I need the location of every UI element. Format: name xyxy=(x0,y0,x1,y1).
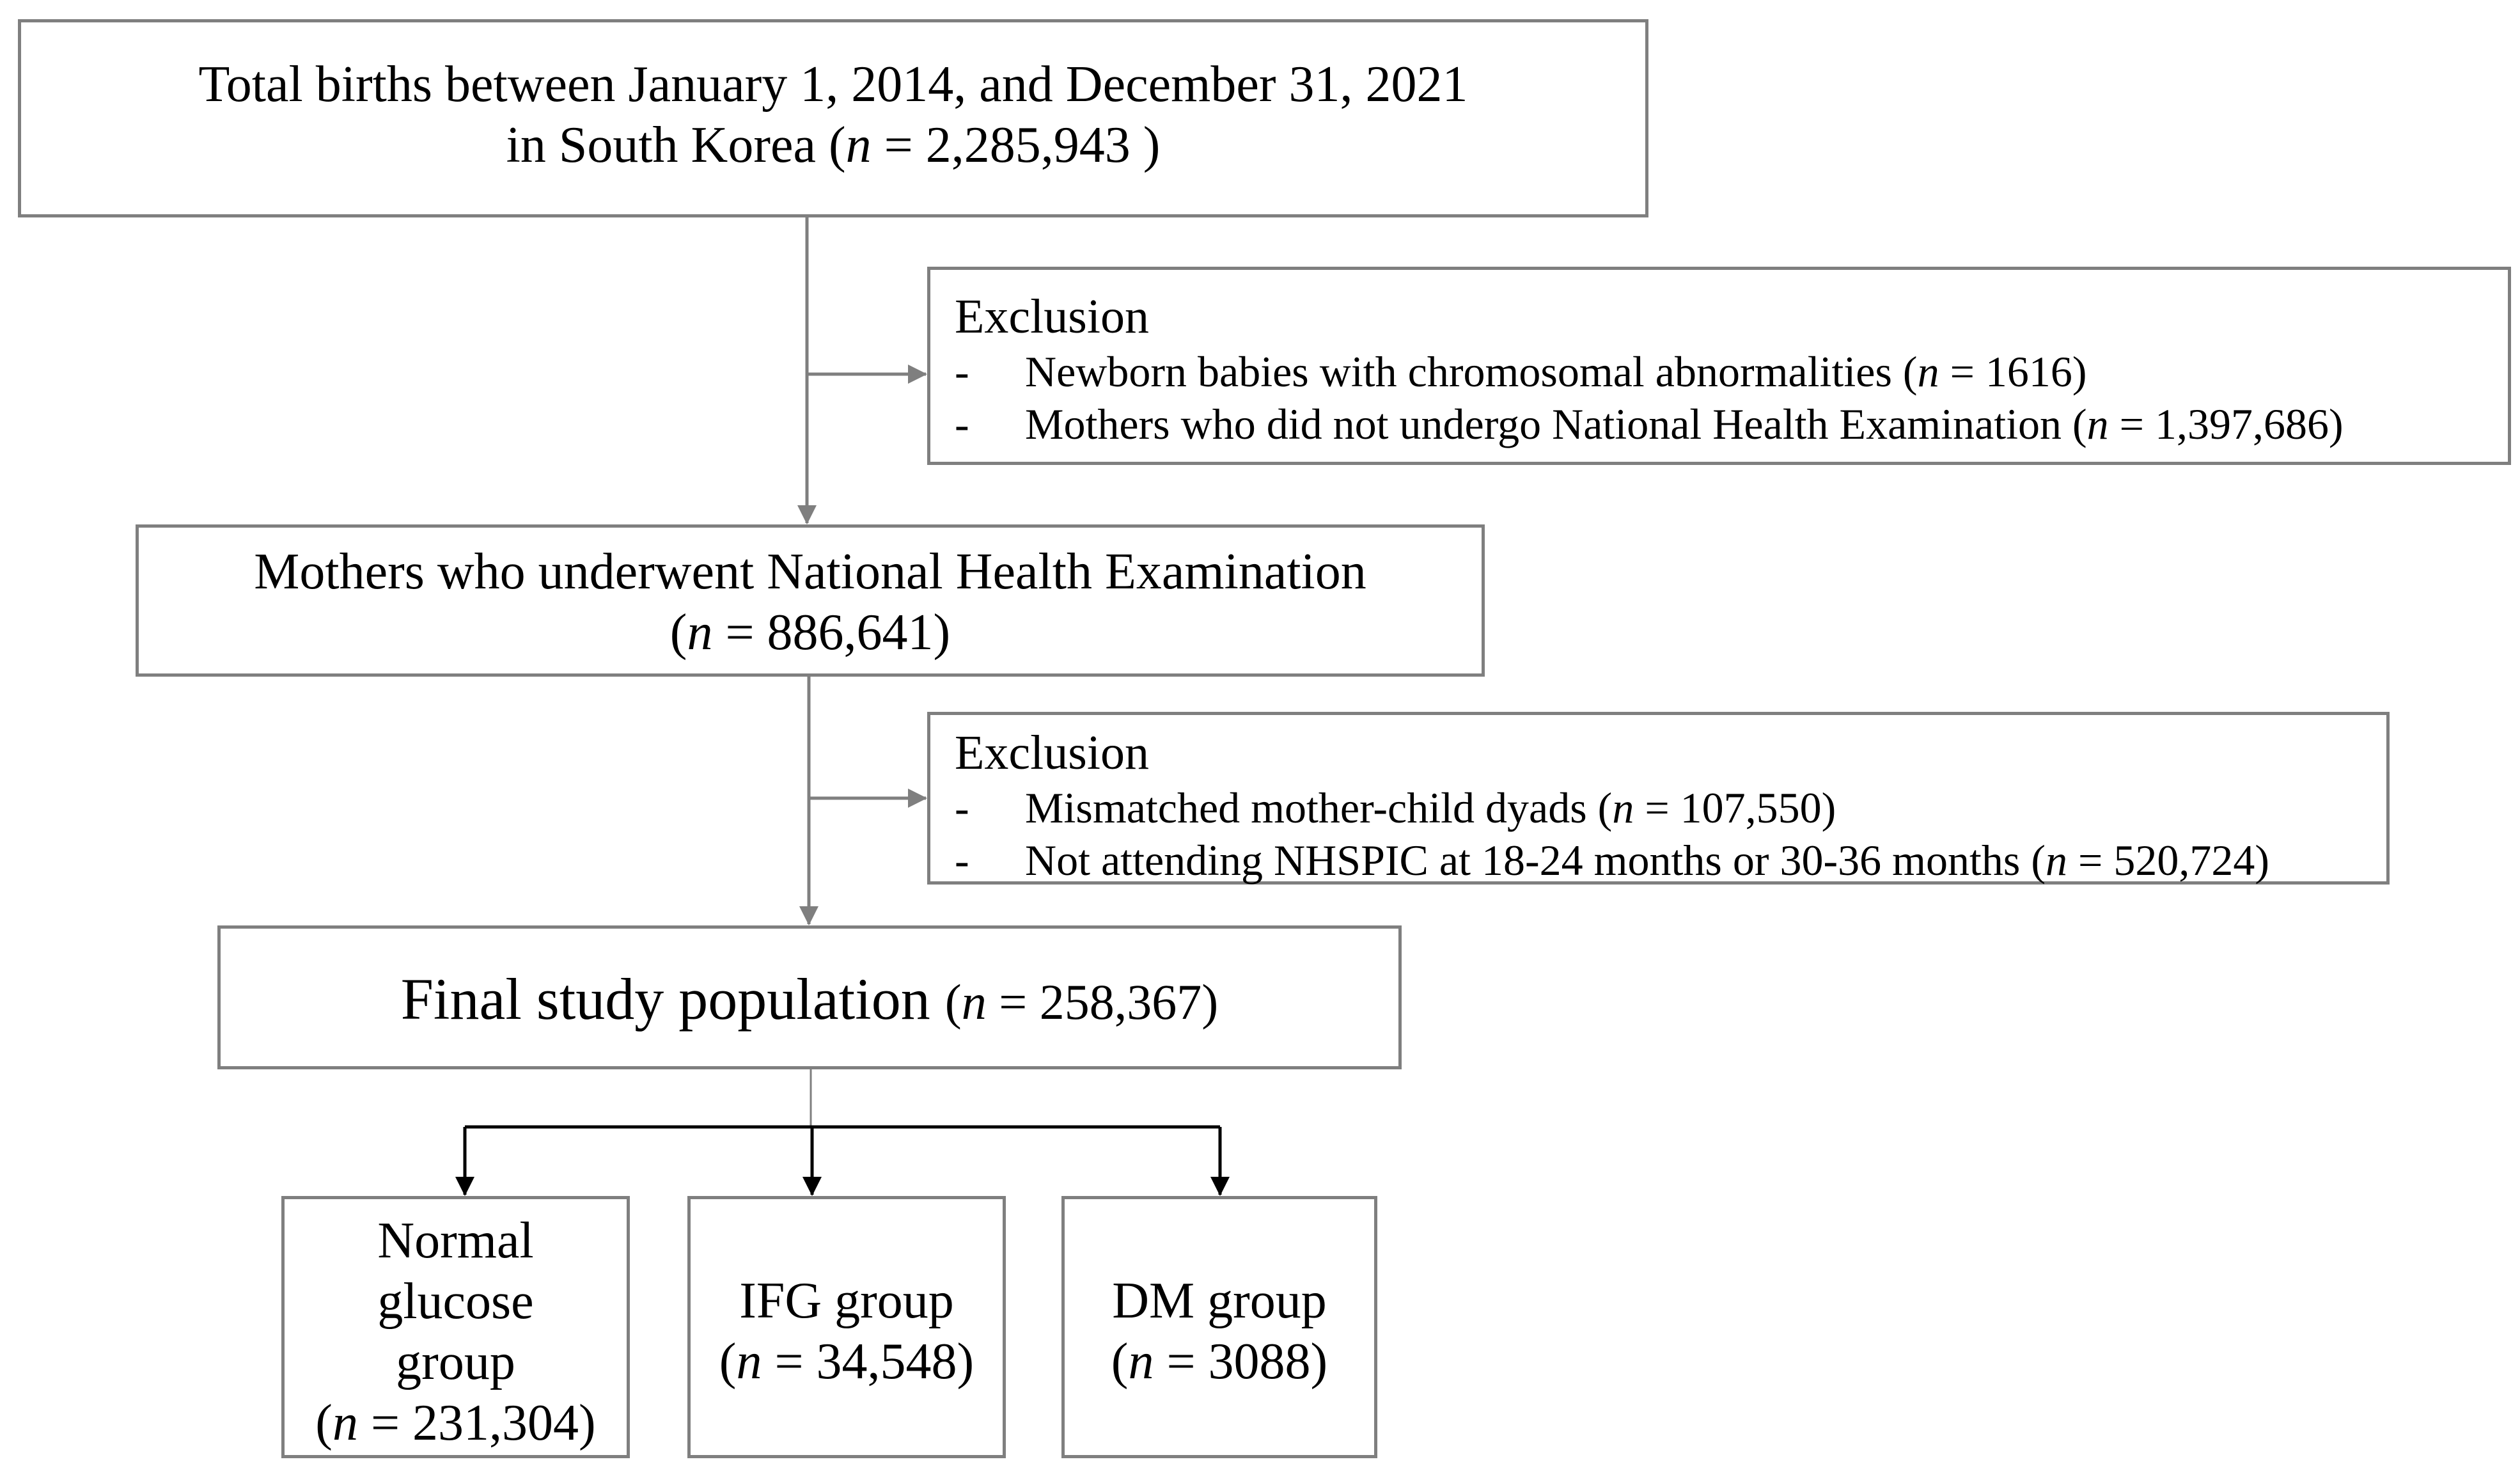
n-symbol: n xyxy=(687,604,713,661)
final-population-count: = 258,367) xyxy=(986,974,1219,1030)
n-symbol: n xyxy=(845,117,872,173)
dm-group-box xyxy=(1061,1196,1377,1458)
n-symbol: n xyxy=(2046,836,2068,885)
exclusion-2-title: Exclusion xyxy=(955,726,1149,780)
ifg-group-count: = 34,548) xyxy=(762,1333,974,1390)
exclusion-1-item xyxy=(955,398,2508,450)
examined-mothers-line2 xyxy=(139,602,1482,663)
normal-group-count: = 231,304) xyxy=(357,1395,596,1451)
ifg-group-box xyxy=(687,1196,1006,1458)
n-symbol: n xyxy=(332,1395,358,1451)
ifg-group-count-line xyxy=(691,1332,1003,1392)
exclusion-1-item-2-text: Mothers who did not undergo National Health Examination ( xyxy=(1025,400,2087,448)
bullet-dash: - xyxy=(955,400,969,448)
exclusion-2-item-2-count: = 520,724) xyxy=(2067,836,2270,885)
exclusion-1-item-1-text: Newborn babies with chromosomal abnormalities ( xyxy=(1025,347,1918,396)
total-births-box xyxy=(18,19,1648,217)
normal-group-label-line2: glucose xyxy=(377,1273,534,1330)
final-population-line xyxy=(221,964,1398,1037)
normal-group-count-line xyxy=(285,1393,627,1454)
exclusion-1-item-2-count: = 1,397,686) xyxy=(2108,400,2344,448)
dm-group-label: DM group xyxy=(1112,1273,1327,1329)
total-births-line2 xyxy=(21,115,1645,176)
normal-group-label-line3: group xyxy=(396,1334,515,1390)
bullet-dash: - xyxy=(955,347,969,396)
exclusion-2-item xyxy=(955,834,2386,886)
total-births-line1: Total births between January 1, 2014, and December 31, 2021 xyxy=(198,56,1468,113)
dm-group-count-line xyxy=(1065,1332,1374,1392)
total-births-prefix: in South Korea ( xyxy=(506,117,846,173)
exclusion-1-title: Exclusion xyxy=(955,290,1149,343)
n-symbol: n xyxy=(1917,347,1939,396)
normal-group-label-line1: Normal xyxy=(377,1213,534,1269)
normal-group-prefix: ( xyxy=(315,1395,333,1451)
examined-mothers-prefix: ( xyxy=(669,604,687,661)
exclusion-1-item-1-count: = 1616) xyxy=(1939,347,2087,396)
exclusion-2-item-1-count: = 107,550) xyxy=(1634,783,1836,832)
normal-glucose-group-box xyxy=(281,1196,630,1458)
ifg-group-prefix: ( xyxy=(719,1333,737,1390)
final-population-prefix: ( xyxy=(944,974,962,1030)
examined-mothers-box xyxy=(136,524,1485,677)
n-symbol: n xyxy=(1612,783,1634,832)
bullet-dash: - xyxy=(955,836,969,885)
dm-group-prefix: ( xyxy=(1111,1333,1129,1390)
n-symbol: n xyxy=(736,1333,762,1390)
dm-group-count: = 3088) xyxy=(1154,1333,1328,1390)
exclusion-2-item-2-text: Not attending NHSPIC at 18-24 months or 30-36 months ( xyxy=(1025,836,2046,885)
n-symbol: n xyxy=(1128,1333,1154,1390)
exclusion-2-item-1-text: Mismatched mother-child dyads ( xyxy=(1025,783,1613,832)
exclusion-box-1 xyxy=(927,267,2511,465)
exclusion-2-item xyxy=(955,782,2386,834)
bullet-dash: - xyxy=(955,783,969,832)
ifg-group-label: IFG group xyxy=(739,1273,954,1329)
n-symbol: n xyxy=(2086,400,2109,448)
final-population-box xyxy=(217,925,1402,1069)
n-symbol: n xyxy=(961,974,987,1030)
exclusion-1-item xyxy=(955,345,2508,398)
exclusion-box-2 xyxy=(927,712,2390,885)
examined-mothers-line1: Mothers who underwent National Health Examination xyxy=(254,544,1366,600)
total-births-count: = 2,285,943 ) xyxy=(871,117,1161,173)
final-population-label: Final study population xyxy=(400,966,945,1032)
examined-mothers-count: = 886,641) xyxy=(712,604,951,661)
